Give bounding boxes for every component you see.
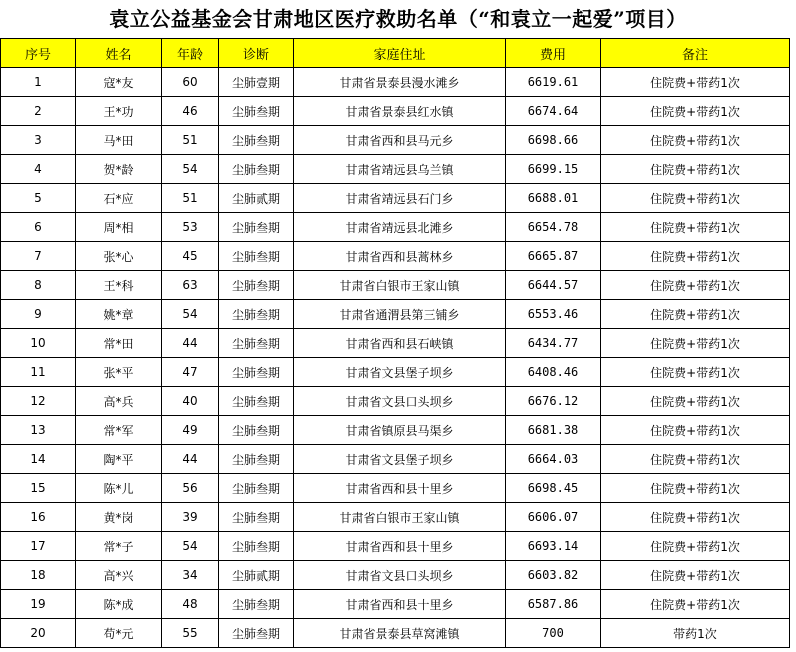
diagnosis-cell: 尘肺壹期 [219, 68, 294, 97]
cost-cell: 6699.15 [506, 155, 601, 184]
name-cell: 石*应 [76, 184, 162, 213]
remark-cell: 住院费+带药1次 [601, 68, 790, 97]
remark-cell: 住院费+带药1次 [601, 561, 790, 590]
table-row [1, 68, 790, 97]
cost-cell: 6665.87 [506, 242, 601, 271]
seq-cell: 11 [1, 358, 76, 387]
remark-cell: 住院费+带药1次 [601, 184, 790, 213]
table-row [1, 329, 790, 358]
diagnosis-cell: 尘肺叁期 [219, 619, 294, 648]
diagnosis-cell: 尘肺叁期 [219, 271, 294, 300]
table-row [1, 300, 790, 329]
remark-cell: 住院费+带药1次 [601, 300, 790, 329]
cost-cell: 6688.01 [506, 184, 601, 213]
remark-cell: 住院费+带药1次 [601, 416, 790, 445]
address-cell: 甘肃省西和县石峡镇 [294, 329, 506, 358]
address-cell: 甘肃省西和县马元乡 [294, 126, 506, 155]
seq-cell: 18 [1, 561, 76, 590]
age-cell: 54 [162, 155, 219, 184]
name-cell: 寇*友 [76, 68, 162, 97]
diagnosis-cell: 尘肺叁期 [219, 416, 294, 445]
name-cell: 陈*成 [76, 590, 162, 619]
diagnosis-cell: 尘肺叁期 [219, 126, 294, 155]
header-address: 家庭住址 [294, 39, 506, 68]
header-age: 年龄 [162, 39, 219, 68]
cost-cell: 6681.38 [506, 416, 601, 445]
seq-cell: 16 [1, 503, 76, 532]
name-cell: 周*相 [76, 213, 162, 242]
seq-cell: 20 [1, 619, 76, 648]
address-cell: 甘肃省文县口头坝乡 [294, 387, 506, 416]
name-cell: 姚*章 [76, 300, 162, 329]
table-row [1, 387, 790, 416]
diagnosis-cell: 尘肺叁期 [219, 532, 294, 561]
address-cell: 甘肃省通渭县第三铺乡 [294, 300, 506, 329]
cost-cell: 6603.82 [506, 561, 601, 590]
table-row [1, 184, 790, 213]
diagnosis-cell: 尘肺叁期 [219, 358, 294, 387]
seq-cell: 3 [1, 126, 76, 155]
diagnosis-cell: 尘肺叁期 [219, 387, 294, 416]
table-row [1, 126, 790, 155]
header-name: 姓名 [76, 39, 162, 68]
name-cell: 陈*儿 [76, 474, 162, 503]
table-row [1, 416, 790, 445]
seq-cell: 15 [1, 474, 76, 503]
cost-cell: 6698.45 [506, 474, 601, 503]
age-cell: 48 [162, 590, 219, 619]
cost-cell: 6408.46 [506, 358, 601, 387]
table-row [1, 619, 790, 648]
address-cell: 甘肃省文县堡子坝乡 [294, 445, 506, 474]
seq-cell: 9 [1, 300, 76, 329]
table-row [1, 271, 790, 300]
remark-cell: 住院费+带药1次 [601, 358, 790, 387]
remark-cell: 住院费+带药1次 [601, 126, 790, 155]
table-row [1, 561, 790, 590]
table-row [1, 590, 790, 619]
name-cell: 黄*岗 [76, 503, 162, 532]
diagnosis-cell: 尘肺叁期 [219, 155, 294, 184]
age-cell: 44 [162, 329, 219, 358]
age-cell: 44 [162, 445, 219, 474]
age-cell: 49 [162, 416, 219, 445]
table-row [1, 503, 790, 532]
header-cost: 费用 [506, 39, 601, 68]
age-cell: 51 [162, 184, 219, 213]
cost-cell: 6587.86 [506, 590, 601, 619]
age-cell: 34 [162, 561, 219, 590]
cost-cell: 6676.12 [506, 387, 601, 416]
remark-cell: 住院费+带药1次 [601, 155, 790, 184]
name-cell: 常*田 [76, 329, 162, 358]
remark-cell: 带药1次 [601, 619, 790, 648]
remark-cell: 住院费+带药1次 [601, 503, 790, 532]
cost-cell: 6434.77 [506, 329, 601, 358]
age-cell: 46 [162, 97, 219, 126]
address-cell: 甘肃省景泰县草窝滩镇 [294, 619, 506, 648]
table-row [1, 474, 790, 503]
age-cell: 54 [162, 300, 219, 329]
address-cell: 甘肃省靖远县石门乡 [294, 184, 506, 213]
seq-cell: 8 [1, 271, 76, 300]
diagnosis-cell: 尘肺贰期 [219, 184, 294, 213]
diagnosis-cell: 尘肺叁期 [219, 242, 294, 271]
name-cell: 王*科 [76, 271, 162, 300]
age-cell: 54 [162, 532, 219, 561]
age-cell: 55 [162, 619, 219, 648]
address-cell: 甘肃省景泰县红水镇 [294, 97, 506, 126]
address-cell: 甘肃省文县堡子坝乡 [294, 358, 506, 387]
remark-cell: 住院费+带药1次 [601, 213, 790, 242]
remark-cell: 住院费+带药1次 [601, 242, 790, 271]
address-cell: 甘肃省西和县蒿林乡 [294, 242, 506, 271]
relief-list-table [0, 38, 790, 648]
address-cell: 甘肃省西和县十里乡 [294, 474, 506, 503]
address-cell: 甘肃省镇原县马渠乡 [294, 416, 506, 445]
age-cell: 53 [162, 213, 219, 242]
diagnosis-cell: 尘肺叁期 [219, 97, 294, 126]
table-body [1, 68, 790, 648]
name-cell: 高*兴 [76, 561, 162, 590]
age-cell: 45 [162, 242, 219, 271]
address-cell: 甘肃省景泰县漫水滩乡 [294, 68, 506, 97]
header-diagnosis: 诊断 [219, 39, 294, 68]
cost-cell: 6674.64 [506, 97, 601, 126]
seq-cell: 4 [1, 155, 76, 184]
diagnosis-cell: 尘肺贰期 [219, 561, 294, 590]
header-seq: 序号 [1, 39, 76, 68]
remark-cell: 住院费+带药1次 [601, 97, 790, 126]
seq-cell: 2 [1, 97, 76, 126]
cost-cell: 6654.78 [506, 213, 601, 242]
remark-cell: 住院费+带药1次 [601, 387, 790, 416]
remark-cell: 住院费+带药1次 [601, 474, 790, 503]
name-cell: 张*心 [76, 242, 162, 271]
address-cell: 甘肃省文县口头坝乡 [294, 561, 506, 590]
diagnosis-cell: 尘肺叁期 [219, 329, 294, 358]
seq-cell: 13 [1, 416, 76, 445]
seq-cell: 1 [1, 68, 76, 97]
remark-cell: 住院费+带药1次 [601, 532, 790, 561]
diagnosis-cell: 尘肺叁期 [219, 213, 294, 242]
document-title: 袁立公益基金会甘肃地区医疗救助名单（“和袁立一起爱”项目） [109, 7, 687, 31]
table-row [1, 445, 790, 474]
name-cell: 高*兵 [76, 387, 162, 416]
table-row [1, 97, 790, 126]
header-row [1, 39, 790, 68]
age-cell: 39 [162, 503, 219, 532]
remark-cell: 住院费+带药1次 [601, 590, 790, 619]
table-row [1, 155, 790, 184]
name-cell: 马*田 [76, 126, 162, 155]
diagnosis-cell: 尘肺叁期 [219, 590, 294, 619]
header-remark: 备注 [601, 39, 790, 68]
seq-cell: 14 [1, 445, 76, 474]
table-row [1, 358, 790, 387]
age-cell: 63 [162, 271, 219, 300]
address-cell: 甘肃省白银市王家山镇 [294, 503, 506, 532]
name-cell: 贺*龄 [76, 155, 162, 184]
age-cell: 60 [162, 68, 219, 97]
diagnosis-cell: 尘肺叁期 [219, 474, 294, 503]
table-row [1, 213, 790, 242]
seq-cell: 19 [1, 590, 76, 619]
seq-cell: 6 [1, 213, 76, 242]
seq-cell: 10 [1, 329, 76, 358]
name-cell: 苟*元 [76, 619, 162, 648]
name-cell: 陶*平 [76, 445, 162, 474]
age-cell: 40 [162, 387, 219, 416]
diagnosis-cell: 尘肺叁期 [219, 445, 294, 474]
cost-cell: 6606.07 [506, 503, 601, 532]
cost-cell: 6698.66 [506, 126, 601, 155]
remark-cell: 住院费+带药1次 [601, 329, 790, 358]
address-cell: 甘肃省西和县十里乡 [294, 532, 506, 561]
remark-cell: 住院费+带药1次 [601, 271, 790, 300]
diagnosis-cell: 尘肺叁期 [219, 300, 294, 329]
seq-cell: 7 [1, 242, 76, 271]
name-cell: 常*军 [76, 416, 162, 445]
cost-cell: 6644.57 [506, 271, 601, 300]
diagnosis-cell: 尘肺叁期 [219, 503, 294, 532]
seq-cell: 17 [1, 532, 76, 561]
table-row [1, 532, 790, 561]
name-cell: 常*子 [76, 532, 162, 561]
age-cell: 56 [162, 474, 219, 503]
address-cell: 甘肃省靖远县乌兰镇 [294, 155, 506, 184]
name-cell: 张*平 [76, 358, 162, 387]
table-row [1, 242, 790, 271]
seq-cell: 12 [1, 387, 76, 416]
remark-cell: 住院费+带药1次 [601, 445, 790, 474]
age-cell: 51 [162, 126, 219, 155]
cost-cell: 6553.46 [506, 300, 601, 329]
address-cell: 甘肃省靖远县北滩乡 [294, 213, 506, 242]
name-cell: 王*功 [76, 97, 162, 126]
cost-cell: 6619.61 [506, 68, 601, 97]
address-cell: 甘肃省西和县十里乡 [294, 590, 506, 619]
table-header [1, 39, 790, 68]
cost-cell: 700 [506, 619, 601, 648]
cost-cell: 6693.14 [506, 532, 601, 561]
cost-cell: 6664.03 [506, 445, 601, 474]
address-cell: 甘肃省白银市王家山镇 [294, 271, 506, 300]
seq-cell: 5 [1, 184, 76, 213]
age-cell: 47 [162, 358, 219, 387]
